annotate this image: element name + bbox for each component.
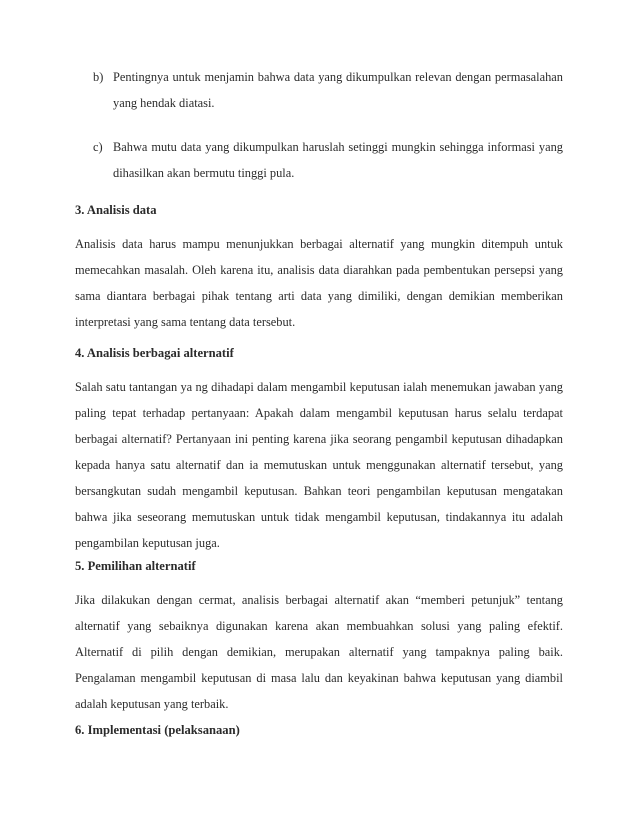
list-item — [93, 64, 563, 116]
list-item-text: Pentingnya untuk menjamin bahwa data yang dikumpulkan relevan dengan permasalahan yang hendak diatasi. — [113, 70, 563, 110]
section-heading: 5. Pemilihan alternatif — [75, 559, 196, 573]
section-paragraph: Jika dilakukan dengan cermat, analisis berbagai alternatif akan “memberi petunjuk” tentang alternatif yang sebaiknya digunakan karena akan membuahkan solusi yang paling efektif. Alternatif di pilih dengan demikian, merupakan alternatif yang tampaknya paling baik. Pengalaman mengambil keputusan di masa lalu dan keyakinan bahwa keputusan yang diambil adalah keputusan yang terbaik. — [75, 593, 563, 711]
list-item — [93, 134, 563, 186]
list-marker: b) — [93, 70, 104, 84]
section-heading: 3. Analisis data — [75, 203, 157, 217]
list-marker: c) — [93, 140, 103, 154]
section-heading: 6. Implementasi (pelaksanaan) — [75, 723, 240, 737]
section-heading: 4. Analisis berbagai alternatif — [75, 346, 234, 360]
section-paragraph: Analisis data harus mampu menunjukkan berbagai alternatif yang mungkin ditempuh untuk memecahkan masalah. Oleh karena itu, analisis data diarahkan pada pembentukan persepsi yang sama diantara berbagai pihak tentang arti data yang dimiliki, dengan demikian memberikan interpretasi yang sama tentang data tersebut. — [75, 237, 563, 329]
section-paragraph: Salah satu tantangan ya ng dihadapi dalam mengambil keputusan ialah menemukan jawaban yang paling tepat terhadap pertanyaan: Apakah dalam mengambil keputusan harus selalu terdapat berbagai alternatif? Pertanyaan ini penting karena jika seorang pengambil keputusan dihadapkan kepada hanya satu alternatif dan ia memutuskan untuk menggunakan alternatif tersebut, yang bersangkutan sudah mengambil keputusan. Bahkan teori pengambilan keputusan mengatakan bahwa jika seseorang memutuskan untuk tidak mengambil keputusan, tindakannya itu adalah pengambilan keputusan juga. — [75, 380, 563, 550]
list-item-text: Bahwa mutu data yang dikumpulkan haruslah setinggi mungkin sehingga informasi yang dihasilkan akan bermutu tinggi pula. — [113, 140, 563, 180]
